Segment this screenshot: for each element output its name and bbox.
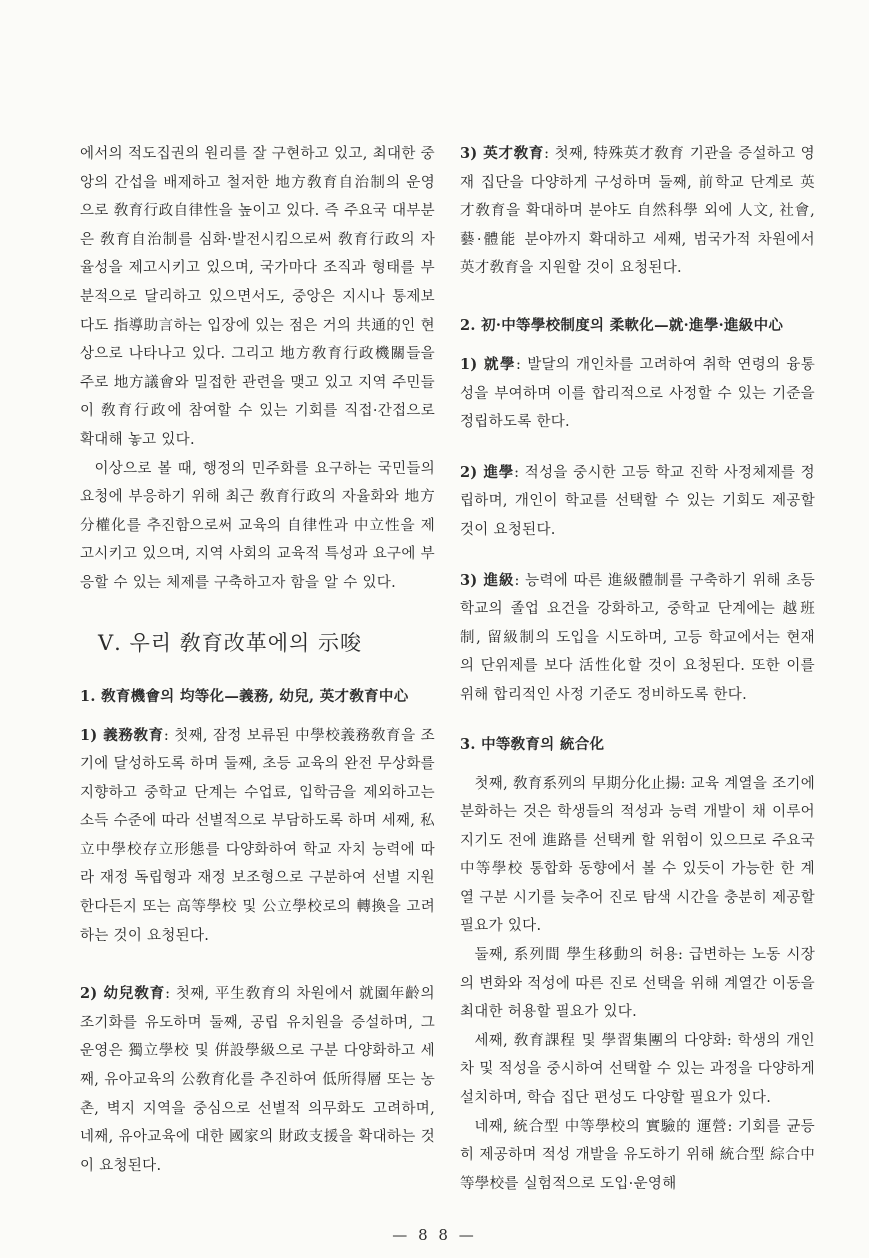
list-item: [80, 722, 435, 951]
subsection-heading: 1. 敎育機會의 均等化—義務, 幼兒, 英才敎育中心: [80, 687, 409, 705]
item-label: 3) 進級: [460, 571, 515, 589]
item-label: 2) 進學: [460, 463, 515, 481]
list-item: [80, 980, 435, 1180]
paragraph: 네째, 統合型 中等學校의 實驗的 運營: 기회를 균등히 제공하며 적성 개발을 유도하기 위해 統合型 綜合中等學校를 실험적으로 도입·운영해: [460, 1118, 815, 1192]
item-text: : 첫째, 平生敎育의 차원에서 就園年齡의 조기화를 유도하며 둘째, 공립 유치원을 증설하며, 그 운영은 獨立學校 및 倂設學級으로 구분 다양화하고 세째, 유아교육의 公敎育化를 추진하여 低所得層 또는 농촌, 벽지 지역을 중심으로 선별적 의무화도 고려하며, 네째, 유아교육에 대한 國家의 財政支援을 확대하는 것이 요청된다.: [80, 986, 435, 1174]
list-item: [460, 567, 815, 710]
item-label: 3) 英才敎育: [460, 145, 545, 162]
list-item: [460, 140, 815, 283]
section-heading: Ⅴ. 우리 敎育改革에의 示唆: [98, 630, 363, 655]
page-number: — 8 8 —: [392, 1226, 477, 1244]
subsection-heading: 2. 初·中等學校制度의 柔軟化—就·進學·進級中心: [460, 316, 784, 334]
item-label: 1) 就學: [460, 355, 516, 373]
item-text: : 능력에 따른 進級體制를 구축하기 위해 초등 학교의 졸업 요건을 강화하고, 중학교 단계에는 越班制, 留級制의 도입을 시도하며, 고등 학교에서는 현재의 단위제를 보다 活性化할 것이 요청된다. 또한 이를 위해 합리적인 사정 기준도 정비하도록 한다.: [460, 572, 816, 703]
item-text: : 적성을 중시한 고등 학교 진학 사정체제를 정립하며, 개인이 학교를 선택할 수 있는 기회도 제공할 것이 요청된다.: [460, 464, 815, 538]
item-text: : 첫째, 잠정 보류된 中學校義務敎育을 조기에 달성하도록 하며 둘째, 초등 교육의 완전 무상화를 지향하고 중학교 단계는 수업료, 입학금을 제외하고는 소득 수준에 따라 선별적으로 부담하도록 하며 세째, 私立中學校存立形態를 다양화하여 학교 자치 능력에 따라 재정 독립형과 재정 보조형으로 구분하여 선별 지원한다든지 또는 高等學校 및 公立學校로의 轉換을 고려하는 것이 요청된다.: [80, 727, 435, 944]
list-item: [460, 351, 815, 437]
paragraph: 세째, 敎育課程 및 學習集團의 다양화: 학생의 개인차 및 적성을 중시하여 선택할 수 있는 과정을 다양하게 설치하며, 학습 집단 편성도 다양할 필요가 있다.: [460, 1032, 815, 1107]
paragraph: 첫째, 敎育系列의 早期分化止揚: 교육 계열을 조기에 분화하는 것은 학생들의 적성과 능력 개발이 채 이루어지기도 전에 進路를 선택케 할 위험이 있으므로 주요국 中等學校 통합화 동향에서 볼 수 있듯이 가능한 한 계열 구분 시기를 늦추어 진로 탐색 시간을 충분히 제공할 필요가 있다.: [460, 775, 815, 935]
item-label: 2) 幼兒敎育: [80, 985, 166, 1003]
paragraph: 이상으로 볼 때, 행정의 민주화를 요구하는 국민들의 요청에 부응하기 위해 최근 敎育行政의 자율화와 地方分權化를 추진함으로써 교육의 自律性과 中立性을 제고시키고 있으며, 지역 사회의 교육적 특성과 요구에 부응할 수 있는 체제를 구축하고자 함을 알 수 있다.: [80, 460, 435, 591]
item-text: : 발달의 개인차를 고려하여 취학 연령의 융통성을 부여하며 이를 합리적으로 사정할 수 있는 기준을 정립하도록 한다.: [460, 356, 816, 431]
right-column: [460, 140, 815, 1198]
left-column: [80, 140, 435, 1180]
paragraph: 에서의 적도집권의 원리를 잘 구현하고 있고, 최대한 중앙의 간섭을 배제하고 철저한 地方敎育自治制의 운영으로 敎育行政自律性을 높이고 있다. 즉 주요국 대부분은 敎育自治制를 심화·발전시킴으로써 敎育行政의 자율성을 제고시키고 있으며, 국가마다 조직과 형태를 부분적으로 달리하고 있으면서도, 중앙은 지시나 통제보다도 指導助言하는 입장에 있는 점은 거의 共通的인 현상으로 나타나고 있다. 그리고 地方敎育行政機關들을 주로 地方議會와 밀접한 관련을 맺고 있고 지역 주민들이 敎育行政에 참여할 수 있는 기회를 직접·간접으로 확대해 놓고 있다.: [80, 146, 435, 448]
paragraph: 둘째, 系列間 學生移動의 허용: 급변하는 노동 시장의 변화와 적성에 따른 진로 선택을 위해 계열간 이동을 최대한 허용할 필요가 있다.: [460, 947, 815, 1021]
item-text: : 첫째, 特殊英才敎育 기관을 증설하고 영재 집단을 다양하게 구성하며 둘째, 前학교 단계로 英才敎育을 확대하며 분야도 自然科學 외에 人文, 社會, 藝·體能 분야까지 확대하고 세째, 범국가적 차원에서 英才敎育을 지원할 것이 요청된다.: [460, 146, 815, 277]
item-label: 1) 義務敎育: [80, 726, 164, 744]
subsection-heading: 3. 中等敎育의 統合化: [460, 735, 605, 753]
list-item: [460, 459, 815, 545]
